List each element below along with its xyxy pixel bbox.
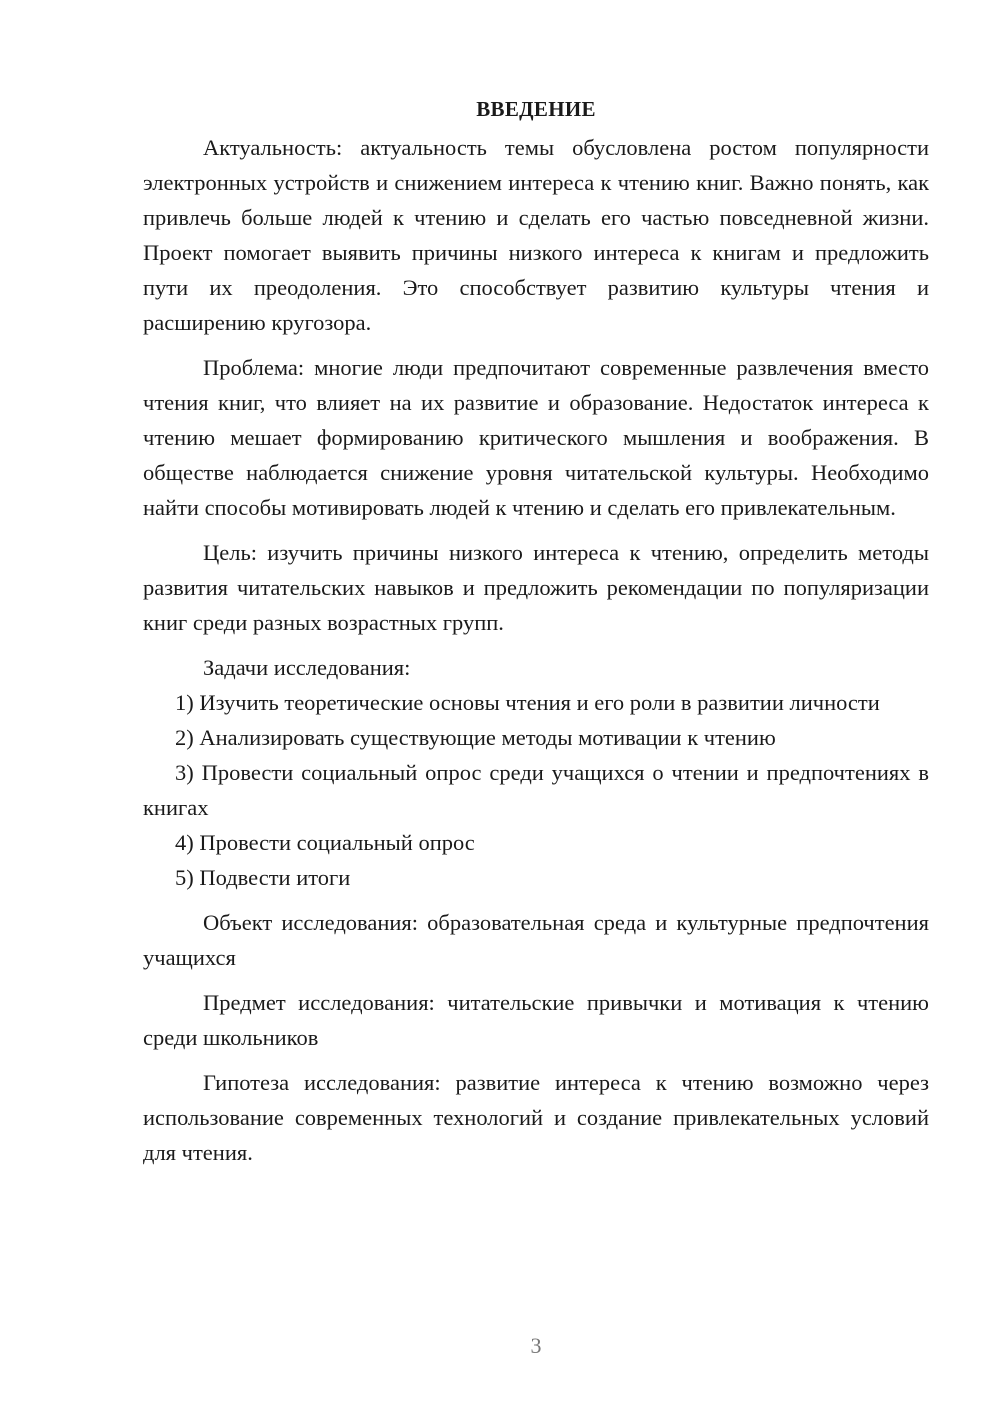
- page-number: 3: [530, 1333, 542, 1358]
- page-title: ВВЕДЕНИЕ: [476, 97, 596, 121]
- task-item-5: 5) Подвести итоги: [175, 865, 351, 890]
- paragraph-problem: Проблема: многие люди предпочитают современные развлечения вместо чтения книг, что влияет на их развитие и образование. Недостаток интереса к чтению мешает формированию критического мышления и воображения. В обществе наблюдается снижение уровня читательской культуры. Необходимо найти способы мотивировать людей к чтению и сделать его привлекательным.: [143, 355, 929, 520]
- paragraph-object: Объект исследования: образовательная среда и культурные предпочтения учащихся: [143, 910, 929, 970]
- page-content: [143, 92, 929, 1170]
- task-item-4: 4) Провести социальный опрос: [175, 830, 475, 855]
- paragraph-relevance: Актуальность: актуальность темы обусловлена ростом популярности электронных устройств и снижением интереса к чтению книг. Важно понять, как привлечь больше людей к чтению и сделать его частью повседневной жизни. Проект помогает выявить причины низкого интереса к книгам и предложить пути их преодоления. Это способствует развитию культуры чтения и расширению кругозора.: [143, 135, 929, 335]
- task-item-3: 3) Провести социальный опрос среди учащихся о чтении и предпочтениях в книгах: [143, 760, 929, 820]
- tasks-heading: Задачи исследования:: [203, 655, 411, 680]
- paragraph-subject: Предмет исследования: читательские привычки и мотивация к чтению среди школьников: [143, 990, 929, 1050]
- paragraph-goal: Цель: изучить причины низкого интереса к чтению, определить методы развития читательских навыков и предложить рекомендации по популяризации книг среди разных возрастных групп.: [143, 540, 929, 635]
- task-item-2: 2) Анализировать существующие методы мотивации к чтению: [175, 725, 776, 750]
- task-item-1: 1) Изучить теоретические основы чтения и его роли в развитии личности: [175, 690, 880, 715]
- paragraph-hypothesis: Гипотеза исследования: развитие интереса к чтению возможно через использование современных технологий и создание привлекательных условий для чтения.: [143, 1070, 929, 1165]
